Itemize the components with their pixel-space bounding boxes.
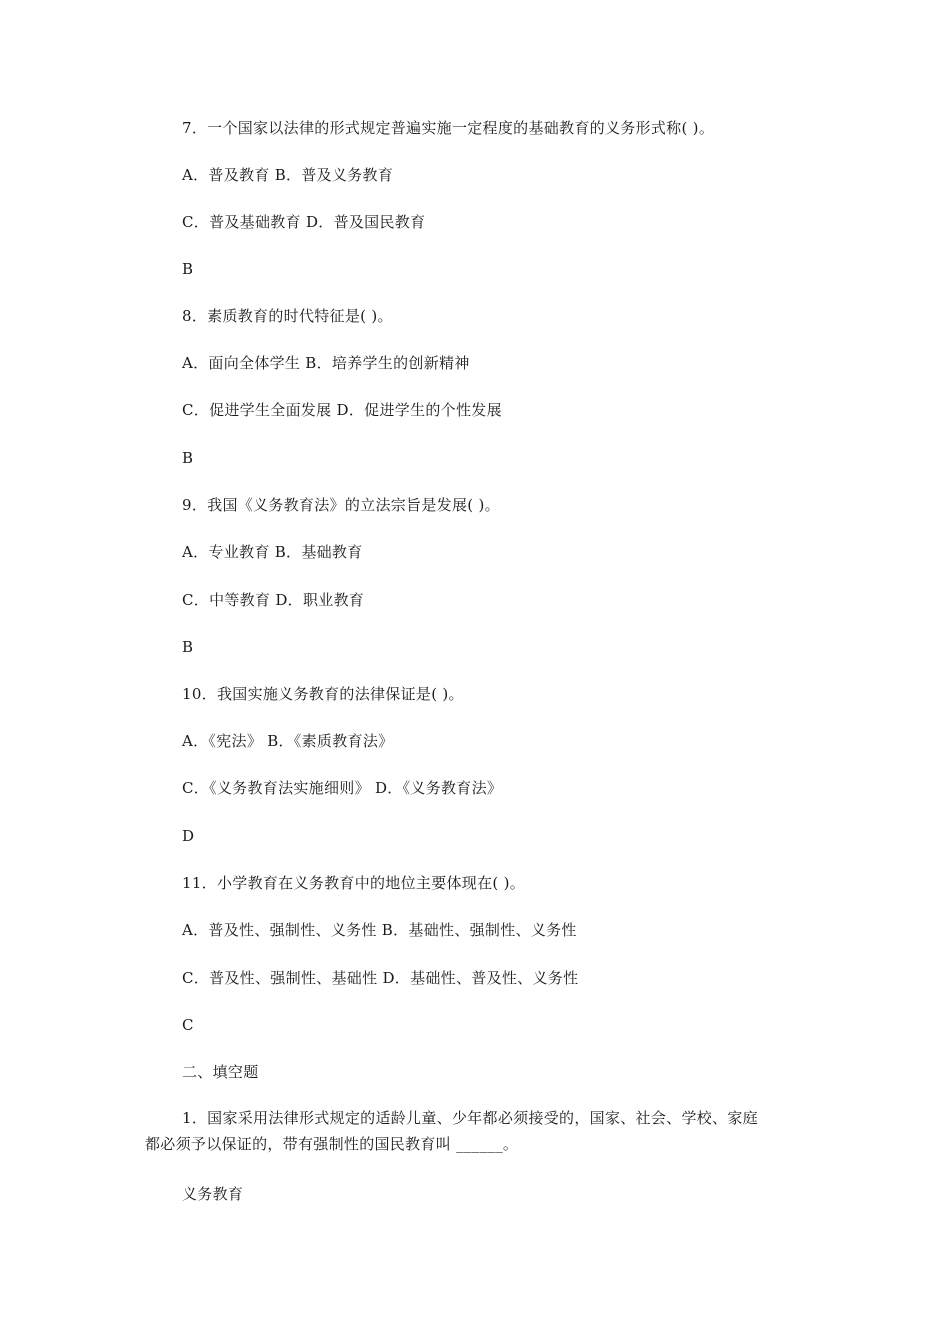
question-8-stem: 8．素质教育的时代特征是( )。 — [182, 307, 393, 325]
question-11-options-ab: A．普及性、强制性、义务性 B．基础性、强制性、义务性 — [182, 921, 577, 939]
fill-blank-question-1 — [145, 1105, 815, 1157]
question-8-options-ab: A．面向全体学生 B．培养学生的创新精神 — [182, 354, 470, 372]
fill-blank-stem-line-1: 1．国家采用法律形式规定的适龄儿童、少年都必须接受的，国家、社会、学校、家庭 — [182, 1109, 758, 1127]
question-10-answer: D — [182, 827, 195, 845]
fill-blank-answer: 义务教育 — [182, 1185, 244, 1203]
question-10-options-cd: C．《义务教育法实施细则》 D．《义务教育法》 — [182, 779, 503, 797]
question-8-options-cd: C．促进学生全面发展 D．促进学生的个性发展 — [182, 401, 502, 419]
question-9-options-ab: A．专业教育 B．基础教育 — [182, 543, 363, 561]
question-9-options-cd: C．中等教育 D．职业教育 — [182, 591, 365, 609]
question-9-answer: B — [182, 638, 194, 656]
question-7-options-ab: A．普及教育 B．普及义务教育 — [182, 166, 394, 184]
question-9-stem: 9．我国《义务教育法》的立法宗旨是发展( )。 — [182, 496, 500, 514]
question-11-options-cd: C．普及性、强制性、基础性 D．基础性、普及性、义务性 — [182, 969, 579, 987]
question-7-options-cd: C．普及基础教育 D．普及国民教育 — [182, 213, 426, 231]
question-11-stem: 11．小学教育在义务教育中的地位主要体现在( )。 — [182, 874, 526, 892]
fill-blank-stem-line-2: 都必须予以保证的，带有强制性的国民教育叫 ______。 — [145, 1135, 519, 1153]
question-7-stem: 7．一个国家以法律的形式规定普遍实施一定程度的基础教育的义务形式称( )。 — [182, 119, 715, 137]
question-8-answer: B — [182, 449, 194, 467]
question-11-answer: C — [182, 1016, 194, 1034]
question-10-stem: 10．我国实施义务教育的法律保证是( )。 — [182, 685, 464, 703]
question-7-answer: B — [182, 260, 194, 278]
section-title: 二、填空题 — [182, 1063, 259, 1081]
question-10-options-ab: A．《宪法》 B．《素质教育法》 — [182, 732, 394, 750]
